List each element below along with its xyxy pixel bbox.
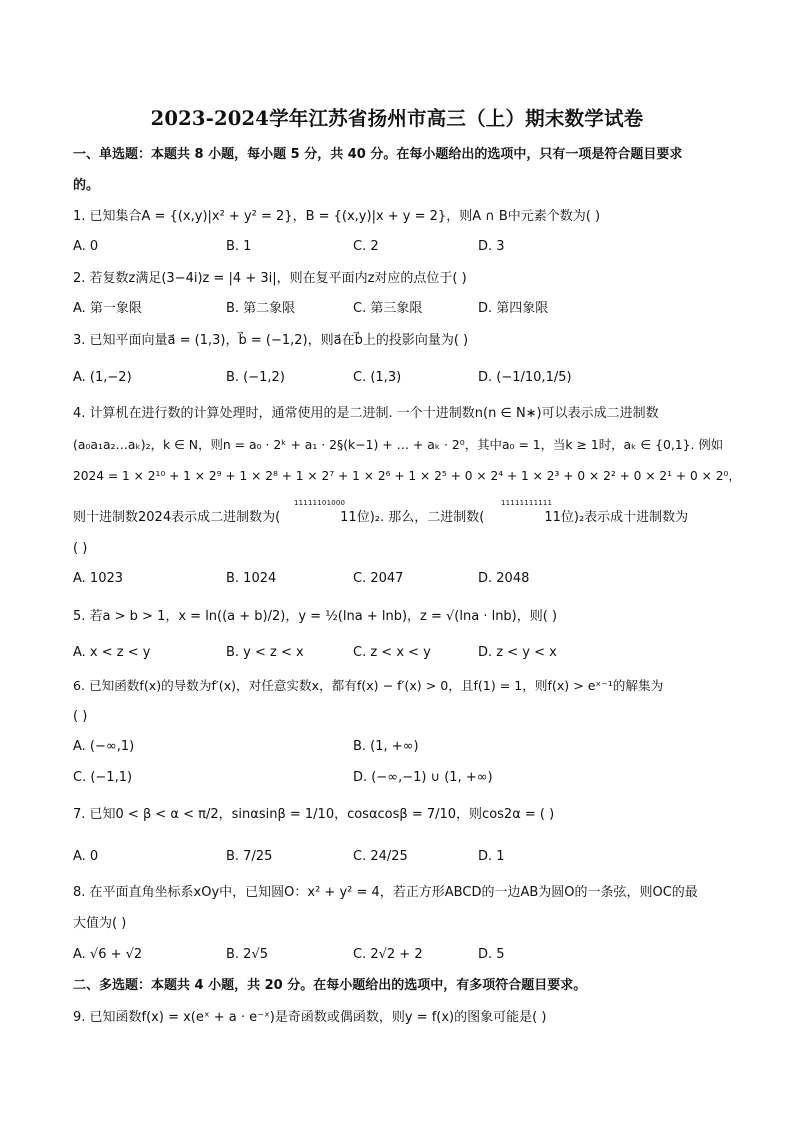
question-3-options	[73, 369, 733, 387]
option-a: A. (1,−2)	[73, 370, 132, 385]
question-2-options	[73, 300, 733, 318]
question-4-answer-paren: ( )	[73, 541, 88, 556]
q4-part-c: 11位)₂表示成十进制数为	[544, 510, 689, 525]
question-4-stem-line-3: 2024 = 1 × 2¹⁰ + 1 × 2⁹ + 1 × 2⁸ + 1 × 2⁷ + 1 × 2⁶ + 1 × 2⁵ + 0 × 2⁴ + 1 × 2³ + 0 × 2² + 0 × 2¹ + 0 × 2⁰，	[73, 469, 741, 483]
option-c: C. z < x < y	[353, 645, 431, 660]
question-5-stem: 5. 若a > b > 1，x = ln((a + b)/2)，y = ½(lna + lnb)，z = √(lna · lnb)，则( )	[73, 609, 558, 624]
q4-part-b: 11位)₂. 那么，二进制数(	[340, 510, 485, 525]
question-6-stem: 6. 已知函数f(x)的导数为f′(x)，对任意实数x，都有f(x) − f′(x) > 0，且f(1) = 1，则f(x) > eˣ⁻¹的解集为	[73, 678, 664, 693]
option-a: A. √6 + √2	[73, 947, 143, 962]
question-9-stem: 9. 已知函数f(x) = x(eˣ + a · e⁻ˣ)是奇函数或偶函数，则y = f(x)的图象可能是( )	[73, 1010, 547, 1025]
question-8-stem-line-1: 8. 在平面直角坐标系xOy中，已知圆O：x² + y² = 4，若正方形ABCD的一边AB为圆O的一条弦，则OC的最	[73, 885, 698, 900]
question-3-stem: 3. 已知平面向量a⃗ = (1,3)，b⃗ = (−1,2)，则a⃗在b⃗上的投影向量为( )	[73, 333, 469, 348]
option-b: B. (1, +∞)	[353, 739, 419, 754]
page-title: 2023-2024学年江苏省扬州市高三（上）期末数学试卷	[150, 107, 644, 130]
question-4-stem-line-2: (a₀a₁a₂…aₖ)₂，k ∈ N，则n = a₀ · 2ᵏ + a₁ · 2§(k−1) + … + aₖ · 2⁰，其中a₀ = 1，当k ≥ 1时，aₖ ∈ {0,1}. 例如	[73, 437, 724, 452]
question-1-stem: 1. 已知集合A = {(x,y)|x² + y² = 2}，B = {(x,y)|x + y = 2}，则A ∩ B中元素个数为( )	[73, 209, 601, 224]
option-d: D. 2048	[478, 571, 530, 586]
question-4-options	[73, 570, 733, 588]
option-a: A. 0	[73, 849, 99, 864]
question-7-stem: 7. 已知0 < β < α < π/2，sinαsinβ = 1/10，cosαcosβ = 7/10，则cos2α = ( )	[73, 807, 555, 822]
option-d: D. 3	[478, 239, 505, 254]
question-8-stem-line-2: 大值为( )	[73, 916, 127, 931]
question-4-stem-line-1: 4. 计算机在进行数的计算处理时，通常使用的是二进制. 一个十进制数n(n ∈ N∗)可以表示成二进制数	[73, 406, 659, 421]
question-4-stem-line-4	[73, 509, 733, 527]
option-d: D. z < y < x	[478, 645, 557, 660]
section-1-heading-cont: 的。	[73, 178, 100, 193]
option-c: C. 24/25	[353, 849, 408, 864]
option-b: B. 第二象限	[226, 301, 296, 316]
option-a: A. (−∞,1)	[73, 739, 135, 754]
question-1-options	[73, 238, 733, 256]
option-c: C. (1,3)	[353, 370, 402, 385]
option-c: C. 第三象限	[353, 301, 423, 316]
question-6-answer-paren: ( )	[73, 709, 88, 724]
option-d: D. (−1/10,1/5)	[478, 370, 572, 385]
option-b: B. y < z < x	[226, 645, 304, 660]
option-a: A. 0	[73, 239, 99, 254]
option-b: B. 7/25	[226, 849, 273, 864]
binary-2024-note: 11111101000	[294, 499, 346, 507]
option-c: C. (−1,1)	[73, 770, 133, 785]
option-d: D. 第四象限	[478, 301, 549, 316]
question-6-options-row-1	[73, 738, 733, 756]
option-d: D. (−∞,−1) ∪ (1, +∞)	[353, 770, 493, 785]
option-b: B. 1024	[226, 571, 277, 586]
option-b: B. (−1,2)	[226, 370, 285, 385]
q4-part-a: 则十进制数2024表示成二进制数为(	[73, 510, 281, 525]
option-c: C. 2	[353, 239, 379, 254]
option-a: A. 1023	[73, 571, 124, 586]
question-7-options	[73, 848, 733, 866]
section-2-heading: 二、多选题：本题共 4 小题，共 20 分。在每小题给出的选项中，有多项符合题目要求。	[73, 978, 587, 993]
section-1-heading: 一、单选题：本题共 8 小题，每小题 5 分，共 40 分。在每小题给出的选项中，只有一项是符合题目要求	[73, 147, 683, 162]
binary-eleven-ones-note: 11111111111	[501, 499, 553, 507]
option-a: A. x < z < y	[73, 645, 151, 660]
option-d: D. 5	[478, 947, 505, 962]
option-c: C. 2√2 + 2	[353, 947, 423, 962]
option-d: D. 1	[478, 849, 505, 864]
option-b: B. 2√5	[226, 947, 269, 962]
option-b: B. 1	[226, 239, 252, 254]
option-c: C. 2047	[353, 571, 404, 586]
question-6-options-row-2	[73, 769, 733, 787]
question-8-options	[73, 946, 733, 964]
question-5-options	[73, 644, 733, 662]
option-a: A. 第一象限	[73, 301, 142, 316]
question-2-stem: 2. 若复数z满足(3−4i)z = |4 + 3i|，则在复平面内z对应的点位于( )	[73, 271, 467, 286]
